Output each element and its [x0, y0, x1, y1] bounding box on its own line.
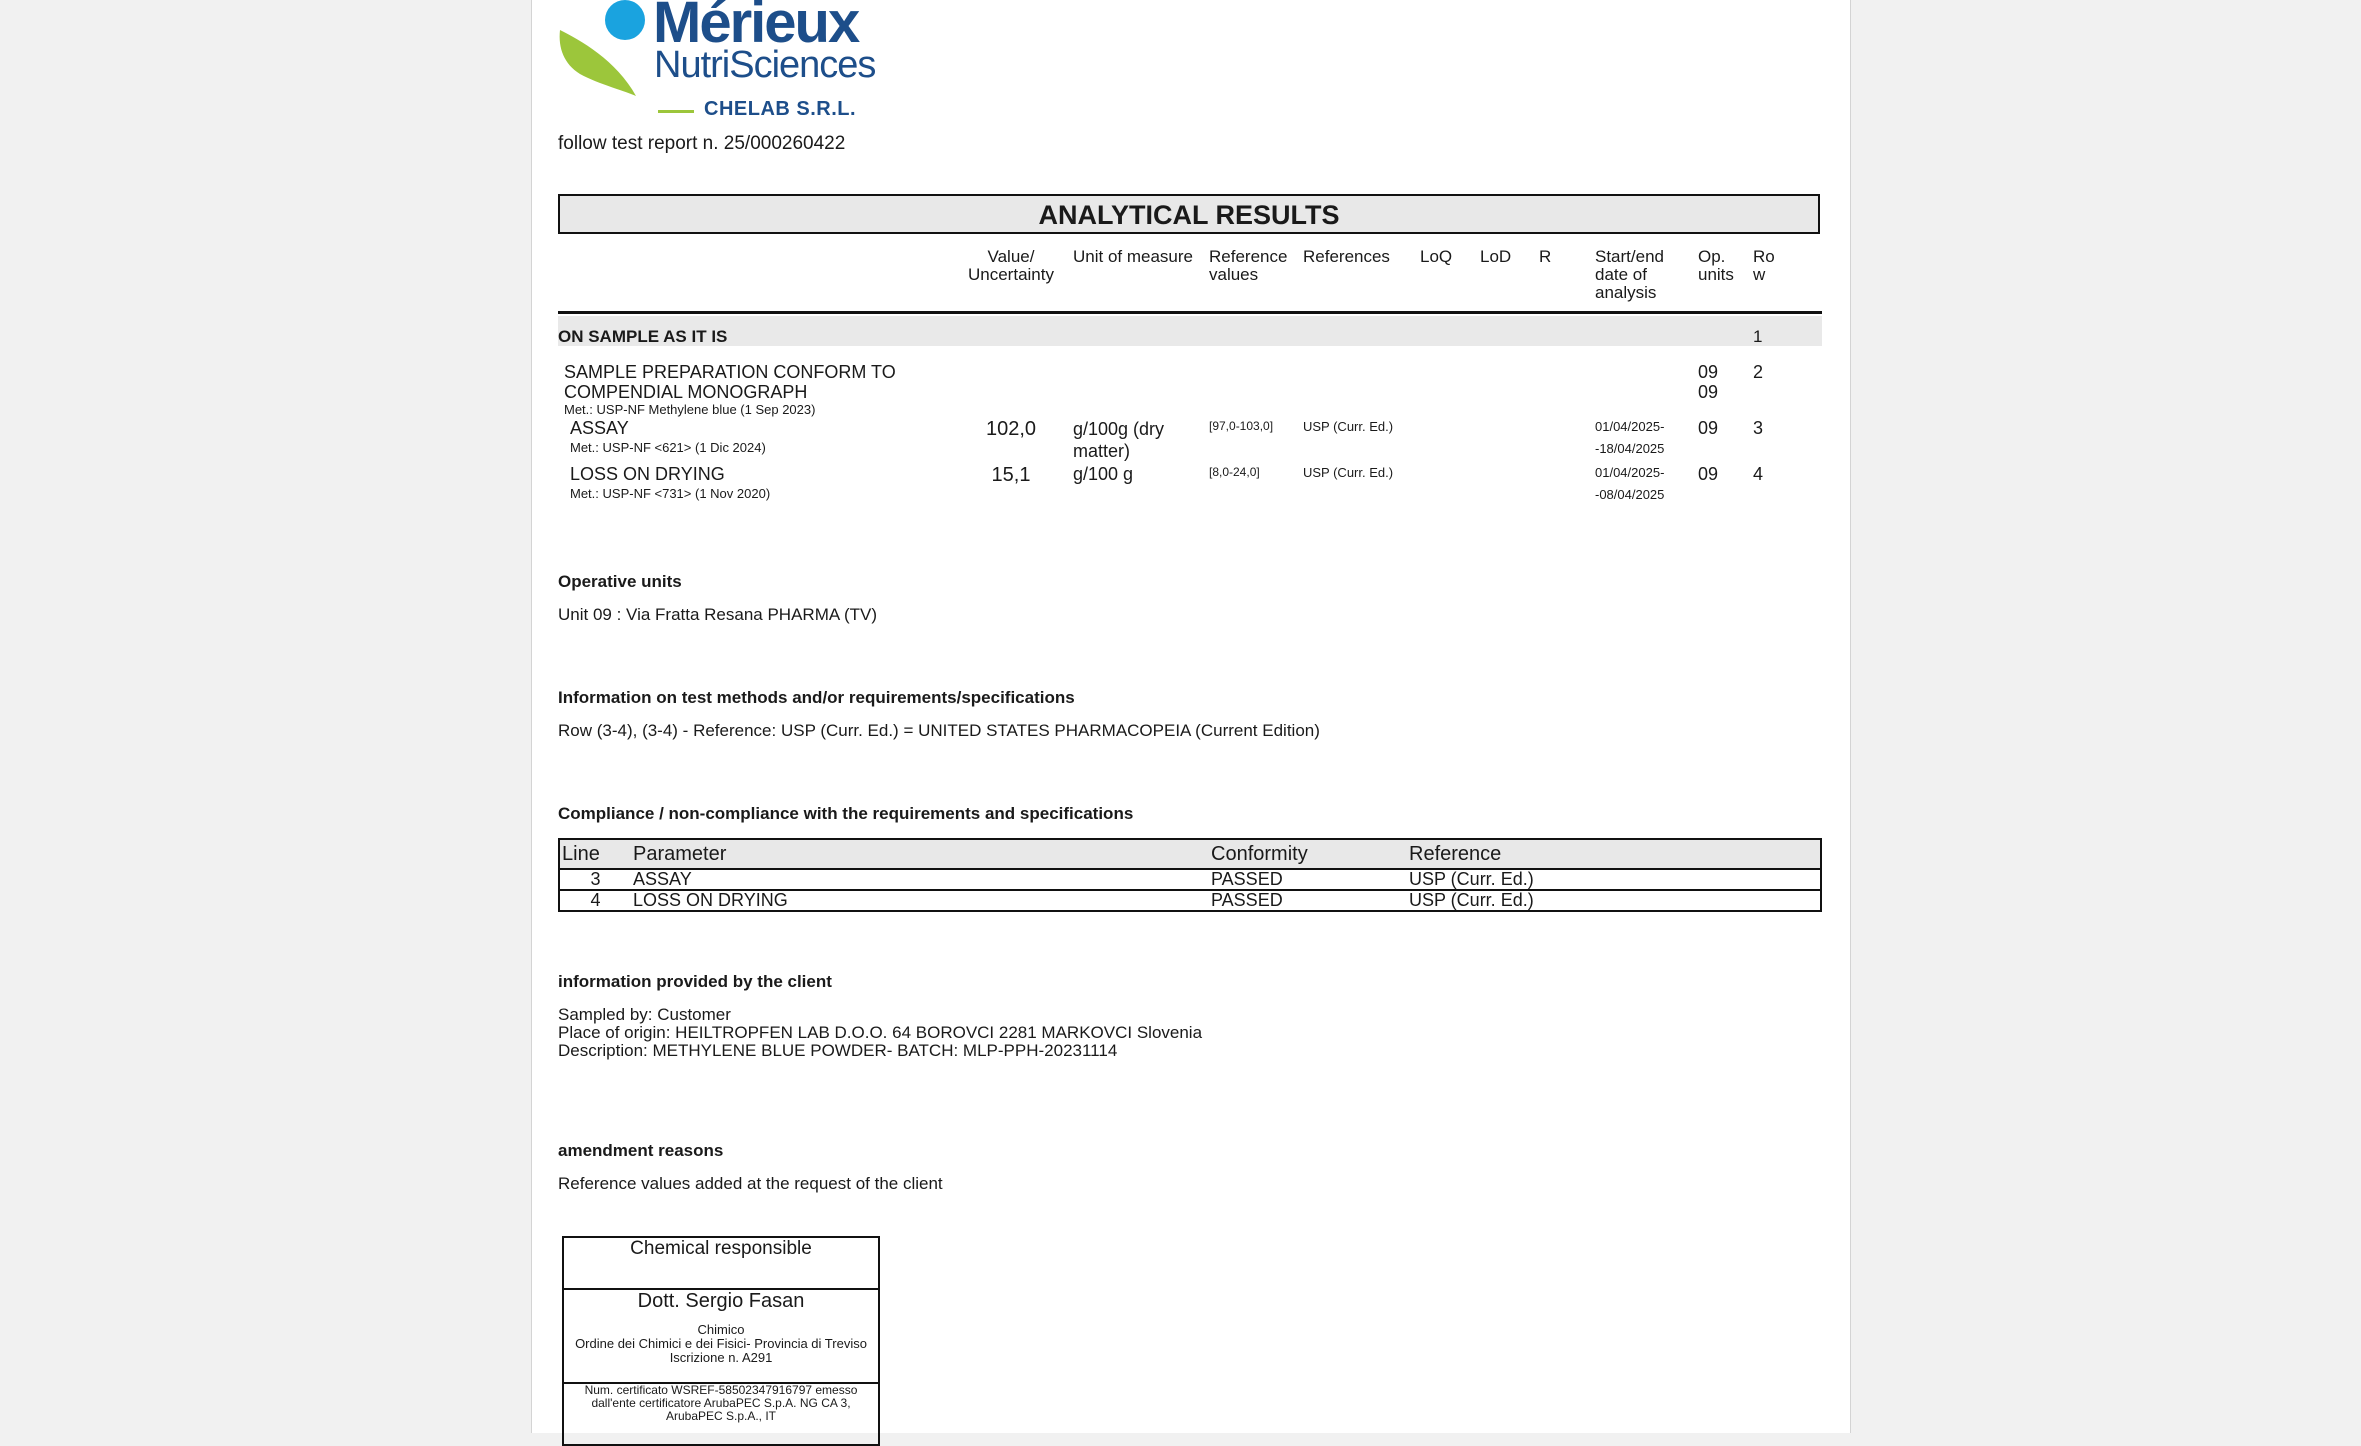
operative-units-heading: Operative units — [558, 572, 682, 591]
result-value: 15,1 — [991, 464, 1031, 486]
amendment-text: Reference values added at the request of the client — [558, 1174, 943, 1193]
logo-leaf-icon — [558, 0, 653, 100]
sample-section-row-number: 1 — [1753, 327, 1763, 346]
col-header-unit: Unit of measure — [1073, 247, 1193, 266]
result-date-start: 01/04/2025- — [1595, 465, 1665, 480]
company-logo — [558, 0, 898, 126]
report-reference: follow test report n. 25/000260422 — [558, 133, 846, 154]
col-header-lod: LoD — [1480, 247, 1512, 266]
amendment-heading: amendment reasons — [558, 1141, 724, 1160]
result-ref-values: [97,0-103,0] — [1209, 419, 1274, 433]
logo-text-chelab: CHELAB S.R.L. — [704, 98, 857, 120]
result-method: Met.: USP-NF Methylene blue (1 Sep 2023) — [564, 402, 816, 417]
compliance-header-row — [559, 839, 1821, 869]
header-rule — [558, 311, 1822, 314]
result-date-start: 01/04/2025- — [1595, 419, 1665, 434]
col-header-dates: Start/end date of analysis — [1595, 247, 1664, 302]
test-methods-heading: Information on test methods and/or requirements/specifications — [558, 688, 1075, 707]
compliance-parameter: LOSS ON DRYING — [631, 890, 1209, 911]
compliance-heading: Compliance / non-compliance with the requirements and specifications — [558, 804, 1134, 823]
result-unit: g/100g (dry matter) — [1073, 419, 1165, 461]
result-references: USP (Curr. Ed.) — [1303, 465, 1394, 480]
test-methods-text: Row (3-4), (3-4) - Reference: USP (Curr. Ed.) = UNITED STATES PHARMACOPEIA (Current Edition) — [558, 721, 1320, 740]
col-header-row: Ro w — [1753, 247, 1775, 284]
results-title-box — [558, 194, 1820, 234]
compliance-parameter: ASSAY — [631, 869, 1209, 890]
result-op-units: 09 — [1698, 418, 1719, 438]
result-method: Met.: USP-NF <621> (1 Dic 2024) — [570, 440, 766, 455]
col-header-op-units: Op. units — [1698, 247, 1734, 284]
sample-section-band — [558, 316, 1822, 346]
client-origin: Place of origin: HEILTROPFEN LAB D.O.O. 64 BOROVCI 2281 MARKOVCI Slovenia — [558, 1023, 1203, 1042]
col-header-value: Value/ Uncertainty — [968, 247, 1054, 284]
result-name: LOSS ON DRYING — [570, 464, 725, 484]
client-description: Description: METHYLENE BLUE POWDER- BATCH: MLP-PPH-20231114 — [558, 1041, 1118, 1060]
signature-certificate: Num. certificato WSREF-58502347916797 emesso dall'ente certificatore ArubaPEC S.p.A. NG CA 3, ArubaPEC S.p.A., IT — [584, 1383, 858, 1423]
result-ref-values: [8,0-24,0] — [1209, 465, 1260, 479]
client-info-heading: information provided by the client — [558, 972, 832, 991]
logo-text-merieux: Mérieux — [653, 0, 859, 55]
compliance-reference: USP (Curr. Ed.) — [1407, 890, 1821, 911]
compliance-header-reference: Reference — [1407, 839, 1821, 869]
signature-name: Dott. Sergio Fasan — [637, 1290, 805, 1312]
signature-registration: Iscrizione n. A291 — [669, 1350, 773, 1365]
col-header-loq: LoQ — [1420, 247, 1453, 266]
signature-title: Chemical responsible — [630, 1238, 812, 1259]
compliance-header-line: Line — [559, 839, 631, 869]
result-value: 102,0 — [985, 418, 1037, 440]
logo-text-nutrisciences: NutriSciences — [654, 44, 876, 86]
result-unit: g/100 g — [1073, 464, 1134, 484]
result-date-end: -18/04/2025 — [1595, 441, 1665, 456]
signature-box — [562, 1236, 880, 1446]
client-sampled-by: Sampled by: Customer — [558, 1005, 731, 1024]
result-op-units: 09 09 — [1698, 362, 1719, 402]
result-method: Met.: USP-NF <731> (1 Nov 2020) — [570, 486, 771, 501]
compliance-line: 4 — [559, 890, 631, 911]
col-header-references: References — [1303, 247, 1390, 266]
result-name: ASSAY — [570, 418, 629, 438]
signature-role: Chimico — [697, 1322, 745, 1337]
result-row-number: 3 — [1753, 418, 1764, 438]
result-date-end: -08/04/2025 — [1595, 487, 1665, 502]
logo-dash — [658, 110, 694, 113]
compliance-line: 3 — [559, 869, 631, 890]
col-header-reference-values: Reference values — [1209, 247, 1288, 284]
compliance-reference: USP (Curr. Ed.) — [1407, 869, 1821, 890]
result-references: USP (Curr. Ed.) — [1303, 419, 1394, 434]
result-name: SAMPLE PREPARATION CONFORM TO COMPENDIAL MONOGRAPH — [564, 362, 896, 402]
results-title: ANALYTICAL RESULTS — [1038, 200, 1340, 230]
result-op-units: 09 — [1698, 464, 1719, 484]
compliance-conformity: PASSED — [1209, 869, 1407, 890]
compliance-header-conformity: Conformity — [1209, 839, 1407, 869]
compliance-header-parameter: Parameter — [631, 839, 1209, 869]
compliance-conformity: PASSED — [1209, 890, 1407, 911]
result-row-number: 2 — [1753, 362, 1764, 382]
compliance-table — [558, 838, 1822, 912]
operative-units-text: Unit 09 : Via Fratta Resana PHARMA (TV) — [558, 605, 878, 624]
sample-section-label: ON SAMPLE AS IT IS — [558, 327, 728, 346]
report-page — [531, 0, 1851, 1433]
table-row — [559, 869, 1821, 890]
table-row — [559, 890, 1821, 911]
col-header-r: R — [1539, 247, 1552, 266]
result-row-number: 4 — [1753, 464, 1764, 484]
signature-order: Ordine dei Chimici e dei Fisici- Provincia di Treviso — [575, 1336, 867, 1351]
